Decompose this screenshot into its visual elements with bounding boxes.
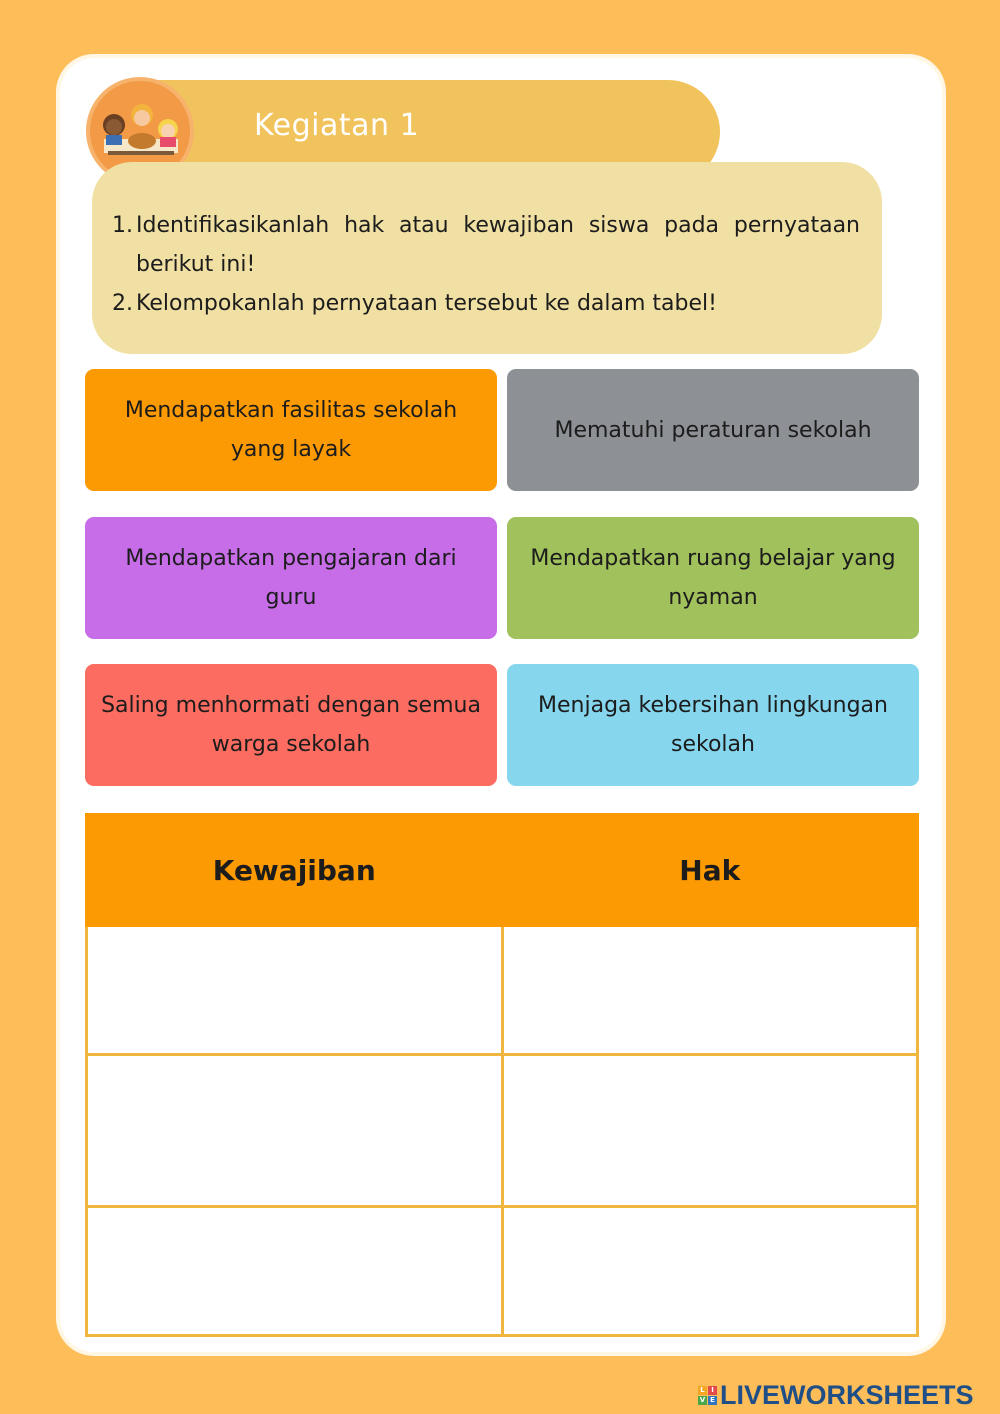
table-row xyxy=(87,1055,918,1207)
statement-card-cleanliness[interactable]: Menjaga kebersihan lingkungan sekolah xyxy=(507,664,919,786)
table-row xyxy=(87,1207,918,1336)
table-header-row xyxy=(87,815,918,926)
drop-cell-kewajiban[interactable] xyxy=(87,926,503,1055)
instruction-item xyxy=(112,284,860,323)
column-header-kewajiban: Kewajiban xyxy=(87,815,503,926)
activity-title: Kegiatan 1 xyxy=(254,108,420,143)
liveworksheets-branding xyxy=(698,1380,974,1410)
statement-card-facilities[interactable]: Mendapatkan fasilitas sekolah yang layak xyxy=(85,369,497,491)
statement-card-obey-rules[interactable]: Mematuhi peraturan sekolah xyxy=(507,369,919,491)
instruction-number: 1. xyxy=(112,213,133,238)
drop-cell-kewajiban[interactable] xyxy=(87,1055,503,1207)
statement-card-respect[interactable]: Saling menhormati dengan semua warga sekolah xyxy=(85,664,497,786)
instruction-item xyxy=(112,206,860,284)
instructions-box xyxy=(92,162,882,354)
instruction-text: Kelompokanlah pernyataan tersebut ke dalam tabel! xyxy=(136,291,717,316)
brand-name: LIVEWORKSHEETS xyxy=(720,1379,974,1410)
drop-cell-hak[interactable] xyxy=(502,926,918,1055)
statement-card-comfortable-room[interactable]: Mendapatkan ruang belajar yang nyaman xyxy=(507,517,919,639)
instruction-text: Identifikasikanlah hak atau kewajiban siswa pada pernyataan berikut ini! xyxy=(136,213,860,277)
instruction-number: 2. xyxy=(112,291,133,316)
instructions-list xyxy=(112,206,860,323)
drop-cell-kewajiban[interactable] xyxy=(87,1207,503,1336)
drop-cell-hak[interactable] xyxy=(502,1055,918,1207)
classification-table xyxy=(85,813,919,1337)
column-header-hak: Hak xyxy=(502,815,918,926)
drop-cell-hak[interactable] xyxy=(502,1207,918,1336)
liveworksheets-logo-icon: L I V E xyxy=(698,1386,717,1405)
statement-card-teaching[interactable]: Mendapatkan pengajaran dari guru xyxy=(85,517,497,639)
table-row xyxy=(87,926,918,1055)
